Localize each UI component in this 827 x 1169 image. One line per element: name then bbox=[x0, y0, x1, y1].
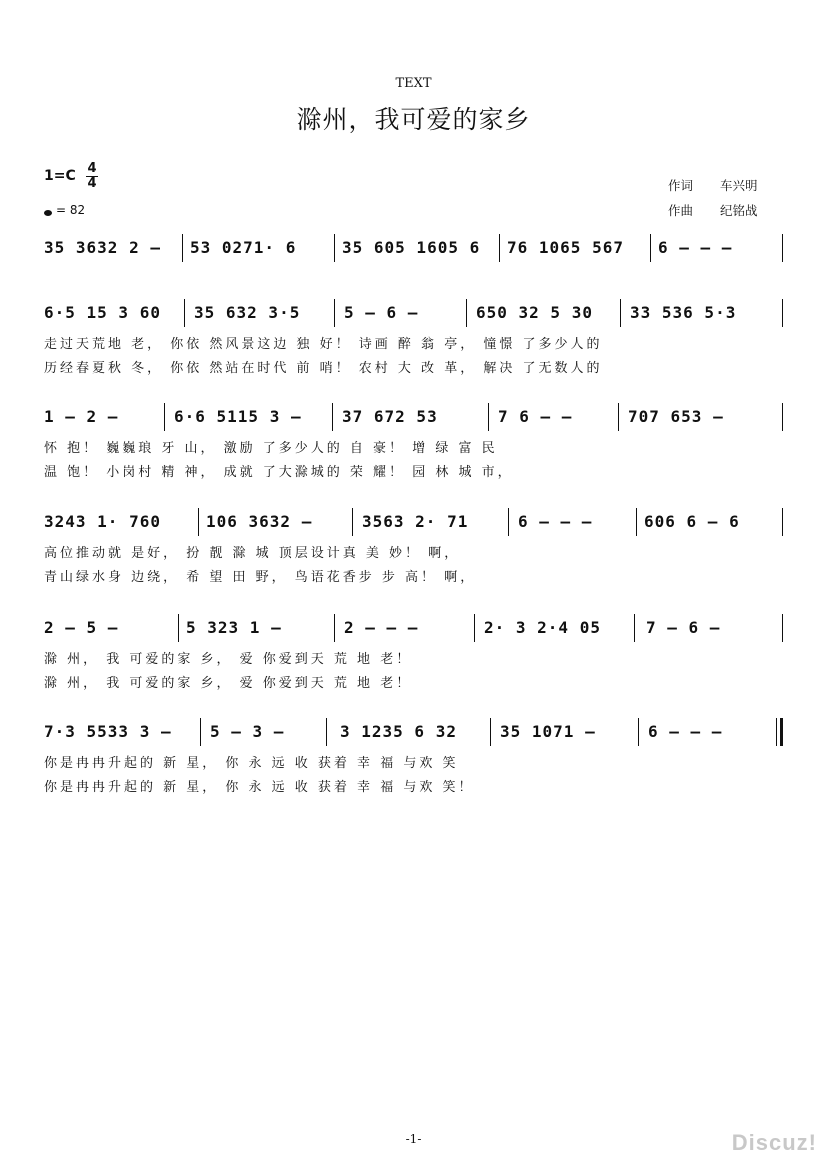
composer-label: 作曲 bbox=[668, 203, 694, 218]
measure: 707 653 – bbox=[628, 407, 724, 426]
header-tag: TEXT bbox=[395, 76, 432, 91]
measure: 5 – 6 – bbox=[344, 303, 419, 322]
barline bbox=[782, 403, 783, 431]
lyricist-name: 车兴明 bbox=[720, 178, 758, 193]
tempo-marking: = 82 bbox=[56, 203, 86, 217]
barline bbox=[636, 508, 637, 536]
barline bbox=[474, 614, 475, 642]
barline bbox=[178, 614, 179, 642]
barline bbox=[620, 299, 621, 327]
barline bbox=[326, 718, 327, 746]
measure: 2· 3 2·4 05 bbox=[484, 618, 601, 637]
measure: 7 – 6 – bbox=[646, 618, 721, 637]
measure: 1 – 2 – bbox=[44, 407, 119, 426]
time-signature bbox=[86, 162, 98, 191]
lyrics-verse-1: 滁 州， 我 可爱的家 乡， 爱 你爱到天 荒 地 老！ bbox=[44, 652, 413, 667]
composer-name: 纪铭战 bbox=[720, 203, 758, 218]
measure: 33 536 5·3 bbox=[630, 303, 737, 322]
lyrics-verse-1: 你是冉冉升起的 新 星， 你 永 远 收 获着 幸 福 与欢 笑 bbox=[44, 756, 459, 771]
measure: 6 – – – bbox=[518, 512, 593, 531]
measure: 37 672 53 bbox=[342, 407, 438, 426]
staff-2 bbox=[44, 303, 784, 393]
barline bbox=[200, 718, 201, 746]
barline bbox=[466, 299, 467, 327]
key-signature: 1=C bbox=[44, 168, 76, 184]
measure: 35 1071 – bbox=[500, 722, 596, 741]
measure: 53 0271· 6 bbox=[190, 238, 297, 257]
barline bbox=[352, 508, 353, 536]
lyrics-verse-2: 历经春夏秋 冬， 你依 然站在时代 前 哨！ 农村 大 改 革， 解决 了无数人的 bbox=[44, 361, 603, 376]
measure: 3 1235 6 32 bbox=[340, 722, 457, 741]
barline bbox=[782, 234, 783, 262]
staff-3 bbox=[44, 407, 784, 497]
measure: 6·5 15 3 60 bbox=[44, 303, 161, 322]
lyrics-verse-2: 你是冉冉升起的 新 星， 你 永 远 收 获着 幸 福 与欢 笑！ bbox=[44, 780, 475, 795]
barline bbox=[638, 718, 639, 746]
barline bbox=[618, 403, 619, 431]
lyrics-verse-1: 走过天荒地 老， 你依 然风景这边 独 好！ 诗画 醉 翁 亭， 憧憬 了多少人的 bbox=[44, 337, 603, 352]
lyrics-verse-2: 滁 州， 我 可爱的家 乡， 爱 你爱到天 荒 地 老！ bbox=[44, 676, 413, 691]
measure: 7 6 – – bbox=[498, 407, 573, 426]
barline bbox=[334, 234, 335, 262]
barline bbox=[650, 234, 651, 262]
measure: 106 3632 – bbox=[206, 512, 313, 531]
barline bbox=[198, 508, 199, 536]
barline bbox=[184, 299, 185, 327]
lyrics-verse-2: 温 饱！ 小岗村 精 神， 成就 了大滁城的 荣 耀！ 园 林 城 市， bbox=[44, 465, 514, 480]
measure: 76 1065 567 bbox=[507, 238, 624, 257]
measure: 5 323 1 – bbox=[186, 618, 282, 637]
lyrics-verse-1: 高位推动就 是好， 扮 靓 滁 城 顶层设计真 美 妙！ 啊， bbox=[44, 546, 461, 561]
barline bbox=[508, 508, 509, 536]
staff-6 bbox=[44, 722, 784, 812]
barline bbox=[634, 614, 635, 642]
time-signature-bottom: 4 bbox=[87, 176, 97, 191]
barline bbox=[782, 299, 783, 327]
barline bbox=[332, 403, 333, 431]
quarter-note-icon bbox=[44, 210, 52, 216]
staff-5 bbox=[44, 618, 784, 708]
lyrics-verse-1: 怀 抱！ 巍巍琅 牙 山， 激励 了多少人的 自 豪！ 增 绿 富 民 bbox=[44, 441, 498, 456]
measure: 6 – – – bbox=[658, 238, 733, 257]
barline bbox=[334, 299, 335, 327]
barline bbox=[782, 508, 783, 536]
measure: 6·6 5115 3 – bbox=[174, 407, 302, 426]
time-signature-top: 4 bbox=[87, 161, 97, 176]
measure: 7·3 5533 3 – bbox=[44, 722, 172, 741]
final-barline bbox=[780, 718, 783, 746]
barline bbox=[488, 403, 489, 431]
measure: 5 – 3 – bbox=[210, 722, 285, 741]
measure: 35 605 1605 6 bbox=[342, 238, 481, 257]
measure: 3563 2· 71 bbox=[362, 512, 469, 531]
watermark-logo: Discuz! bbox=[731, 1130, 817, 1155]
song-title: 滁州，我可爱的家乡 bbox=[296, 105, 531, 134]
barline bbox=[776, 718, 777, 746]
measure: 650 32 5 30 bbox=[476, 303, 593, 322]
barline bbox=[782, 614, 783, 642]
barline bbox=[182, 234, 183, 262]
measure: 35 3632 2 – bbox=[44, 238, 161, 257]
barline bbox=[164, 403, 165, 431]
measure: 3243 1· 760 bbox=[44, 512, 161, 531]
measure: 606 6 – 6 bbox=[644, 512, 740, 531]
measure: 2 – 5 – bbox=[44, 618, 119, 637]
measure: 35 632 3·5 bbox=[194, 303, 301, 322]
lyricist-label: 作词 bbox=[668, 178, 694, 193]
lyrics-verse-2: 青山绿水身 边绕， 希 望 田 野， 鸟语花香步 步 高！ 啊， bbox=[44, 570, 477, 585]
barline bbox=[334, 614, 335, 642]
staff-4 bbox=[44, 512, 784, 602]
measure: 6 – – – bbox=[648, 722, 723, 741]
page-number: -1- bbox=[405, 1132, 422, 1146]
barline bbox=[490, 718, 491, 746]
measure: 2 – – – bbox=[344, 618, 419, 637]
barline bbox=[499, 234, 500, 262]
